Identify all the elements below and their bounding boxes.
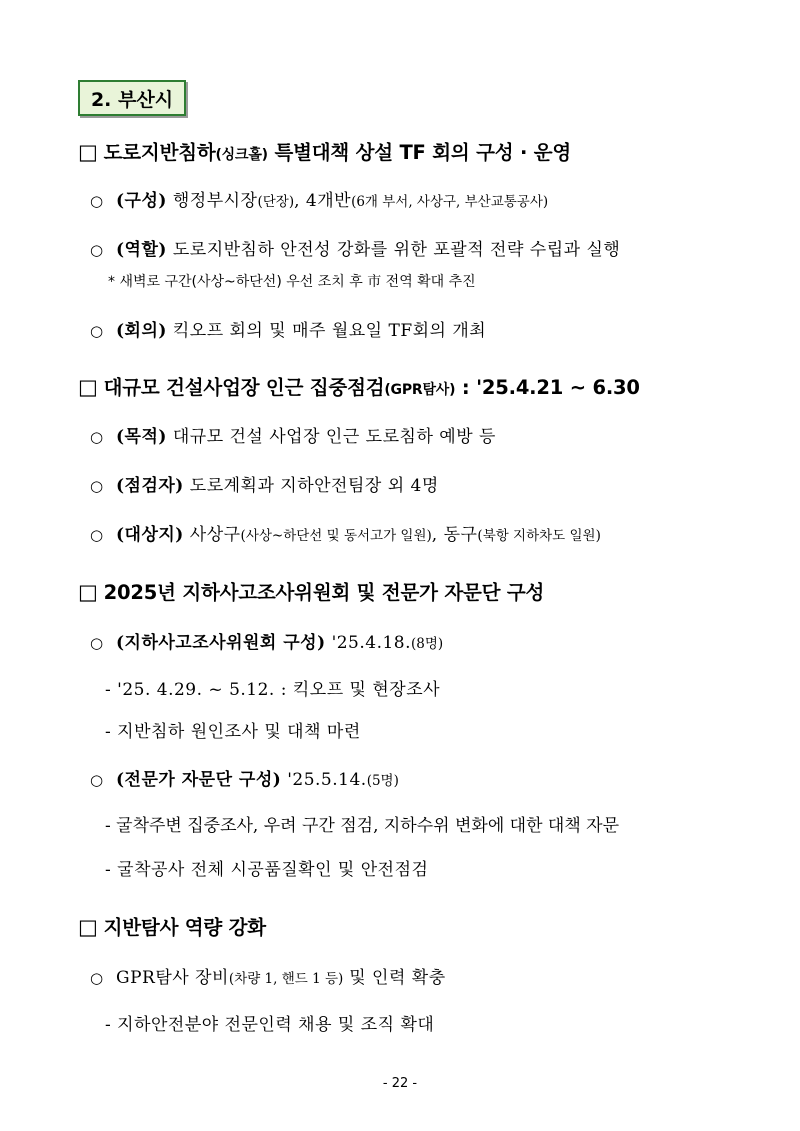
dash-marker: - xyxy=(105,816,111,836)
item-investigation-committee: ○ (지하사고조사위원회 구성) '25.4.18.(8명) xyxy=(90,633,444,653)
item-inspector: ○ (점검자) 도로계획과 지하안전팀장 외 4명 xyxy=(90,476,439,496)
heading-investigation-committee: □ 2025년 지하사고조사위원회 및 전문가 자문단 구성 xyxy=(78,580,545,604)
circle-bullet: ○ xyxy=(90,192,104,210)
dash-marker: - xyxy=(105,680,112,700)
footnote-priority: * 새벽로 구간(사상~하단선) 우선 조치 후 市 전역 확대 추진 xyxy=(108,274,476,290)
item-meeting: ○ (회의) 킥오프 회의 및 매주 월요일 TF회의 개최 xyxy=(90,321,487,341)
page-number: - 22 - xyxy=(382,1076,418,1091)
item-role: ○ (역할) 도로지반침하 안전성 강화를 위한 포괄적 전략 수립과 실행 xyxy=(90,240,621,260)
dash-item-kickoff: - '25. 4.29. ~ 5.12. : 킥오프 및 현장조사 xyxy=(105,680,441,700)
circle-bullet: ○ xyxy=(90,477,104,495)
dash-item-excavation-survey: - 굴착주변 집중조사, 우려 구간 점검, 지하수위 변화에 대한 대책 자문 xyxy=(105,816,619,836)
item-gpr-equipment: ○ GPR탐사 장비(차량 1, 핸드 1 등) 및 인력 확충 xyxy=(90,968,446,988)
heading-survey-capacity: □ 지반탐사 역량 강화 xyxy=(78,915,266,939)
dash-item-quality-check: - 굴착공사 전체 시공품질확인 및 안전점검 xyxy=(105,860,429,880)
item-composition: ○ (구성) 행정부시장(단장), 4개반(6개 부서, 사상구, 부산교통공사) xyxy=(90,191,549,211)
heading-intensive-inspection: □ 대규모 건설사업장 인근 집중점검(GPR탐사) : '25.4.21 ~ 6.30 xyxy=(78,375,640,399)
circle-bullet: ○ xyxy=(90,771,104,789)
dash-marker: - xyxy=(105,1015,112,1035)
item-target-site: ○ (대상지) 사상구(사상~하단선 및 동서고가 일원), 동구(북항 지하차도 일원) xyxy=(90,525,601,545)
dash-marker: - xyxy=(105,860,112,880)
checkbox-marker: □ xyxy=(78,375,98,399)
circle-bullet: ○ xyxy=(90,241,104,259)
circle-bullet: ○ xyxy=(90,634,104,652)
item-purpose: ○ (목적) 대규모 건설 사업장 인근 도로침하 예방 등 xyxy=(90,427,496,447)
dash-item-hiring: - 지하안전분야 전문인력 채용 및 조직 확대 xyxy=(105,1015,435,1035)
section-title: 2. 부산시 xyxy=(78,80,186,116)
circle-bullet: ○ xyxy=(90,526,104,544)
checkbox-marker: □ xyxy=(78,915,98,939)
circle-bullet: ○ xyxy=(90,322,104,340)
dash-marker: - xyxy=(105,722,112,742)
item-expert-group: ○ (전문가 자문단 구성) '25.5.14.(5명) xyxy=(90,770,399,790)
heading-tf-committee: □ 도로지반침하(싱크홀) 특별대책 상설 TF 회의 구성 · 운영 xyxy=(78,140,572,164)
circle-bullet: ○ xyxy=(90,969,104,987)
dash-item-cause: - 지반침하 원인조사 및 대책 마련 xyxy=(105,722,361,742)
checkbox-marker: □ xyxy=(78,580,98,604)
checkbox-marker: □ xyxy=(78,140,98,164)
circle-bullet: ○ xyxy=(90,428,104,446)
